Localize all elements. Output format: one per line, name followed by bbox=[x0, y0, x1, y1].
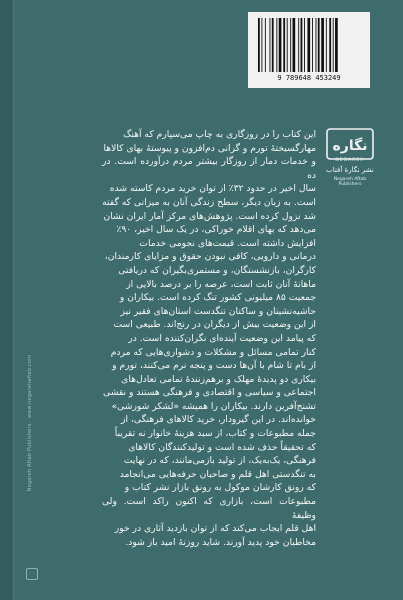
text-line: اجتماعی و سیاسی و اقتصادی و فرهنگی هستند و نقشی bbox=[103, 387, 316, 399]
text-line: فرهنگی، یک‌به‌یک، از تولید بازمی‌مانند، که در نهایت bbox=[123, 455, 316, 467]
text-line: جمله مطبوعات و کتاب، از سبد هزینهٔ خانوار نه تقریباً bbox=[114, 428, 316, 440]
text-line: که رونق کارشان موکول به رونق بازار نشر کتاب و bbox=[124, 482, 316, 494]
barcode-bar bbox=[335, 18, 338, 72]
text-line: بیکاری دو پدیدهٔ مهلک و برهم‌زنندهٔ تمامی تعادل‌های bbox=[121, 373, 316, 385]
barcode-bar bbox=[333, 18, 334, 72]
text-line: تشنج‌آفرین دارند. بیکاران را همیشه «لشکر شورشی» bbox=[111, 400, 316, 412]
barcode-bar bbox=[279, 18, 282, 72]
text-line: می‌دهد که بهای اقلام خوراکی، در یک سال اخیر، ۹۰٪ bbox=[116, 224, 316, 236]
barcode-bar bbox=[290, 18, 291, 72]
barcode-bar bbox=[326, 18, 327, 72]
barcode-bar bbox=[298, 18, 299, 72]
isbn-barcode bbox=[248, 12, 370, 88]
vertical-credits bbox=[20, 300, 34, 560]
text-line: این کتاب را در روزگاری به چاپ می‌سپارم که آهنگ bbox=[123, 129, 316, 140]
barcode-bar bbox=[258, 18, 260, 72]
text-line: که پیامد این وضعیت آینده‌ای نگران‌کننده است. در bbox=[128, 332, 316, 344]
text-line: اهل قلم ایجاب می‌کند که از توان بازدید آثاری در خور bbox=[114, 523, 316, 535]
text-line: ماهانهٔ آنان ثابت است، عرصه را بر درصد بالایی از bbox=[126, 278, 316, 290]
barcode-bars-icon bbox=[256, 18, 362, 72]
publisher-logo bbox=[322, 128, 378, 190]
text-line: سال اخیر در حدود ۳۲٪ از توان خرید مردم کاسته شده bbox=[109, 183, 316, 195]
text-line: درمانی و دارویی، کافی نبودن حقوق و مزایای کارمندان، bbox=[104, 251, 316, 263]
text-line: کارگران، بازنشستگان، و مستمری‌بگیران که دریافتی bbox=[118, 264, 316, 276]
barcode-bar bbox=[276, 18, 277, 72]
text-line: مخاطبان خود پدید آورند. شاید روزنهٔ امید باز شود. bbox=[125, 536, 316, 548]
negareh-logo-icon bbox=[326, 128, 374, 162]
text-line: افزایش داشته است. قیمت‌های نجومی خدمات bbox=[139, 237, 316, 249]
publisher-latin-name: NEGAREH bbox=[335, 158, 365, 163]
logo-mark-text: نگاره bbox=[332, 138, 368, 154]
barcode-bar bbox=[265, 18, 266, 72]
barcode-bar bbox=[261, 18, 262, 72]
text-line: کنار تمامی مسائل و مشکلات و دشواری‌هایی که مردم bbox=[110, 346, 316, 358]
vertical-credits-text: Negareh Aftab Publishers · www.negarehaftab.com bbox=[27, 354, 33, 492]
text-line: حاشیه‌نشینان و ساکنان تنگدست استان‌های فقیر نیز bbox=[120, 305, 316, 317]
text-line: از بام تا شام با آن‌ها دست و پنجه نرم می‌کنند، تورم و bbox=[112, 360, 316, 372]
barcode-bar bbox=[293, 18, 296, 72]
barcode-bar bbox=[318, 18, 320, 72]
barcode-bar bbox=[301, 18, 303, 72]
publisher-persian-name: نشر نگارهٔ آفتاب bbox=[326, 166, 374, 174]
spine-fold-line bbox=[14, 0, 15, 600]
publisher-english-name: Negareh Aftab Publishers bbox=[333, 177, 367, 187]
isbn-number: 9 789648 453249 bbox=[277, 74, 341, 82]
barcode-bar bbox=[312, 18, 313, 72]
corner-mark-icon bbox=[26, 568, 38, 580]
text-line: مطبوعات است، بازاری که اکنون راکد است. ولی وظیفهٔ bbox=[102, 496, 316, 521]
barcode-bar bbox=[329, 18, 331, 72]
text-line: شد نزول کرده است. پژوهش‌های مرکز آمار ایران نشان bbox=[103, 210, 316, 222]
barcode-bar bbox=[307, 18, 310, 72]
text-line: به تنگدستی اهل قلم و صاحبان حرفه‌هایی می‌انجامد bbox=[119, 468, 316, 480]
barcode-bar bbox=[321, 18, 324, 72]
barcode-bar bbox=[316, 18, 317, 72]
barcode-bar bbox=[283, 18, 285, 72]
text-line: جمعیت ۸۵ میلیونی کشور تنگ کرده است. بیکاران و bbox=[119, 292, 316, 304]
text-line: مهارگسیختهٔ تورم و گرانی دم‌افزون و پیوستهٔ بهای کالاها bbox=[103, 142, 316, 154]
text-line: از این وضعیت بیش از دیگران در رنج‌اند. طبیعی است bbox=[113, 319, 316, 331]
text-line: خوانده‌اند. در این گیرودار، خرید کالاهای فرهنگی، از bbox=[121, 414, 316, 426]
spine-edge bbox=[0, 0, 12, 600]
barcode-bar bbox=[272, 18, 274, 72]
text-line: و خدمات دمار از روزگار بیشتر مردم درآورده است. در ده bbox=[102, 156, 316, 181]
text-line: است. به زبان دیگر، سطح زندگی آنان به میزانی که گفته bbox=[102, 196, 316, 208]
back-cover-text bbox=[102, 128, 316, 549]
barcode-bar bbox=[304, 18, 305, 72]
barcode-bar bbox=[287, 18, 288, 72]
barcode-bar bbox=[270, 18, 271, 72]
text-line: که تحقیقاً حذف شده است و تولیدکنندگان کالاهای bbox=[128, 441, 316, 453]
